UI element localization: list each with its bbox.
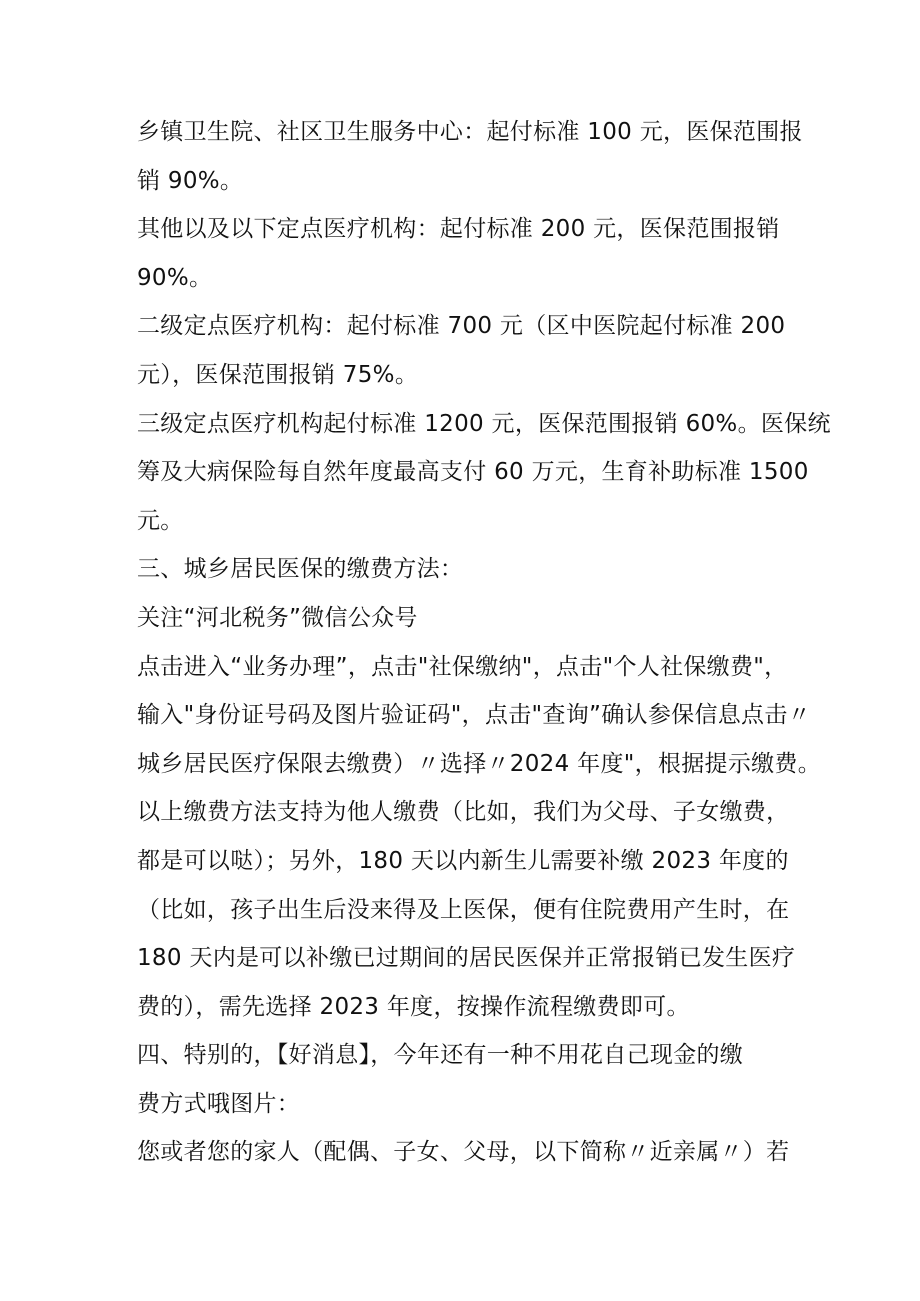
text-line: 销 90%。 — [137, 167, 244, 194]
text-line: 元。 — [137, 507, 184, 534]
text-line: 关注“河北税务”微信公众号 — [137, 604, 418, 631]
text-line: 输入"身份证号码及图片验证码"，点击"查询”确认参保信息点击〃 — [137, 702, 811, 729]
text-line: 90%。 — [137, 264, 213, 291]
text-line: 都是可以哒）；另外，180 天以内新生儿需要补缴 2023 年度的 — [137, 847, 789, 874]
text-line: 二级定点医疗机构：起付标准 700 元（区中医院起付标准 200 — [137, 313, 786, 340]
text-line: 其他以及以下定点医疗机构：起付标准 200 元，医保范围报销 — [137, 216, 780, 243]
section-heading: 四、特别的，【好消息】，今年还有一种不用花自己现金的缴 — [137, 1042, 744, 1069]
text-line: 元），医保范围报销 75%。 — [137, 361, 419, 388]
text-line: 乡镇卫生院、社区卫生服务中心：起付标准 100 元，医保范围报 — [137, 119, 803, 145]
text-line: 费的），需先选择 2023 年度，按操作流程缴费即可。 — [137, 993, 690, 1020]
text-line: 您或者您的家人（配偶、子女、父母，以下简称〃近亲属〃）若 — [137, 1139, 790, 1166]
text-line: 城乡居民医疗保限去缴费）〃选择〃2024 年度"，根据提示缴费。 — [137, 750, 822, 777]
section-heading: 三、城乡居民医保的缴费方法： — [137, 556, 464, 583]
text-line: 筹及大病保险每自然年度最高支付 60 万元，生育补助标准 1500 — [137, 459, 809, 486]
text-line: 三级定点医疗机构起付标准 1200 元，医保范围报销 60%。医保统 — [137, 410, 831, 437]
text-line: 180 天内是可以补缴已过期间的居民医保并正常报销已发生医疗 — [137, 945, 796, 972]
text-line: （比如，孩子出生后没来得及上医保，便有住院费用产生时，在 — [137, 896, 790, 923]
text-line: 以上缴费方法支持为他人缴费（比如，我们为父母、子女缴费， — [137, 799, 790, 826]
text-line: 费方式哦图片： — [137, 1090, 301, 1117]
document-body — [137, 108, 831, 1177]
text-line: 点击进入“业务办理”，点击"社保缴纳"，点击"个人社保缴费"， — [137, 653, 788, 680]
